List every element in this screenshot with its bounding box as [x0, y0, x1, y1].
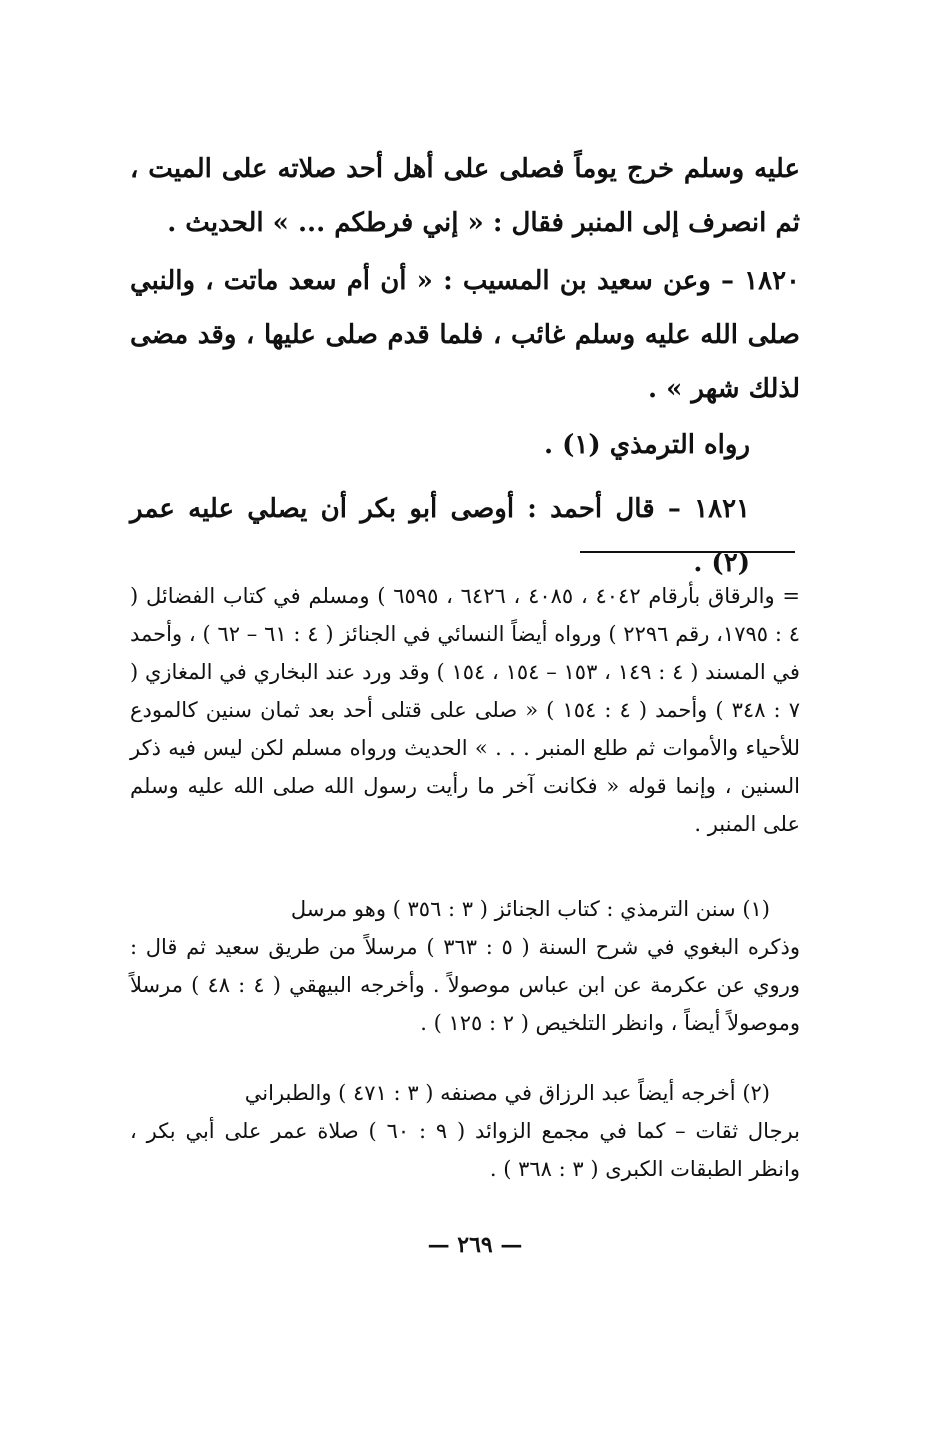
footnote-2-first-line: (٢) أخرجه أيضاً عبد الرزاق في مصنفه ( ٣ : ٤٧١ ) والطبراني	[244, 1081, 770, 1105]
footnote-continuation: = والرقاق بأرقام ٤٠٤٢ ، ٤٠٨٥ ، ٦٤٢٦ ، ٦٥٩٥ ) ومسلم في كتاب الفضائل ( ٤ : ١٧٩٥، رقم ٢٢٩٦ ) ورواه أيضاً النسائي في الجنائز ( ٤ : ٦١ – ٦٢ ) ، وأحمد في المسند ( ٤ : ١٤٩ ، ١٥٣ – ١٥٤ ، ١٥٤ ) وقد ورد عند البخاري في المغازي ( ٧ : ٣٤٨ ) وأحمد ( ٤ : ١٥٤ ) « صلى على قتلى أحد بعد ثمان سنين كالمودع للأحياء والأموات ثم طلع المنبر . . . » الحديث ورواه مسلم لكن ليس فيه ذكر السنين ، وإنما قوله « فكانت آخر ما رأيت رسول الله صلى الله عليه وسلم على المنبر .	[130, 584, 800, 836]
footnote-1-first-line: (١) سنن الترمذي : كتاب الجنائز ( ٣ : ٣٥٦ ) وهو مرسل	[290, 897, 770, 921]
paragraph-continuation: عليه وسلم خرج يوماً فصلى على أهل أحد صلاته على الميت ، ثم انصرف إلى المنبر فقال : « إني فرطكم ... » الحديث .	[130, 154, 800, 238]
footnote-2-rest: برجال ثقات – كما في مجمع الزوائد ( ٩ : ٦٠ ) صلاة عمر على أبي بكر ، وانظر الطبقات الكبرى ( ٣ : ٣٦٨ ) .	[130, 1119, 800, 1181]
footnote-separator	[580, 551, 795, 553]
page-number: — ٢٦٩ —	[427, 1232, 523, 1258]
paragraph-hadith-1820: ١٨٢٠ – وعن سعيد بن المسيب : « أن أم سعد ماتت ، والنبي صلى الله عليه وسلم غائب ، فلما قدم صلى عليها ، وقد مضى لذلك شهر » .	[130, 266, 800, 404]
footnote-2	[130, 1074, 800, 1188]
paragraph-hadith-1821: ١٨٢١ – قال أحمد : أوصى أبو بكر أن يصلي عليه عمر (٢) .	[130, 494, 750, 578]
footnote-1	[130, 890, 800, 1042]
footnote-1-rest: وذكره البغوي في شرح السنة ( ٥ : ٣٦٣ ) مرسلاً من طريق سعيد ثم قال : وروي عن عكرمة عن ابن عباس موصولاً . وأخرجه البيهقي ( ٤ : ٤٨ ) مرسلاً وموصولاً أيضاً ، وانظر التلخيص ( ٢ : ١٢٥ ) .	[130, 935, 800, 1035]
paragraph-narration: رواه الترمذي (١) .	[544, 430, 750, 460]
